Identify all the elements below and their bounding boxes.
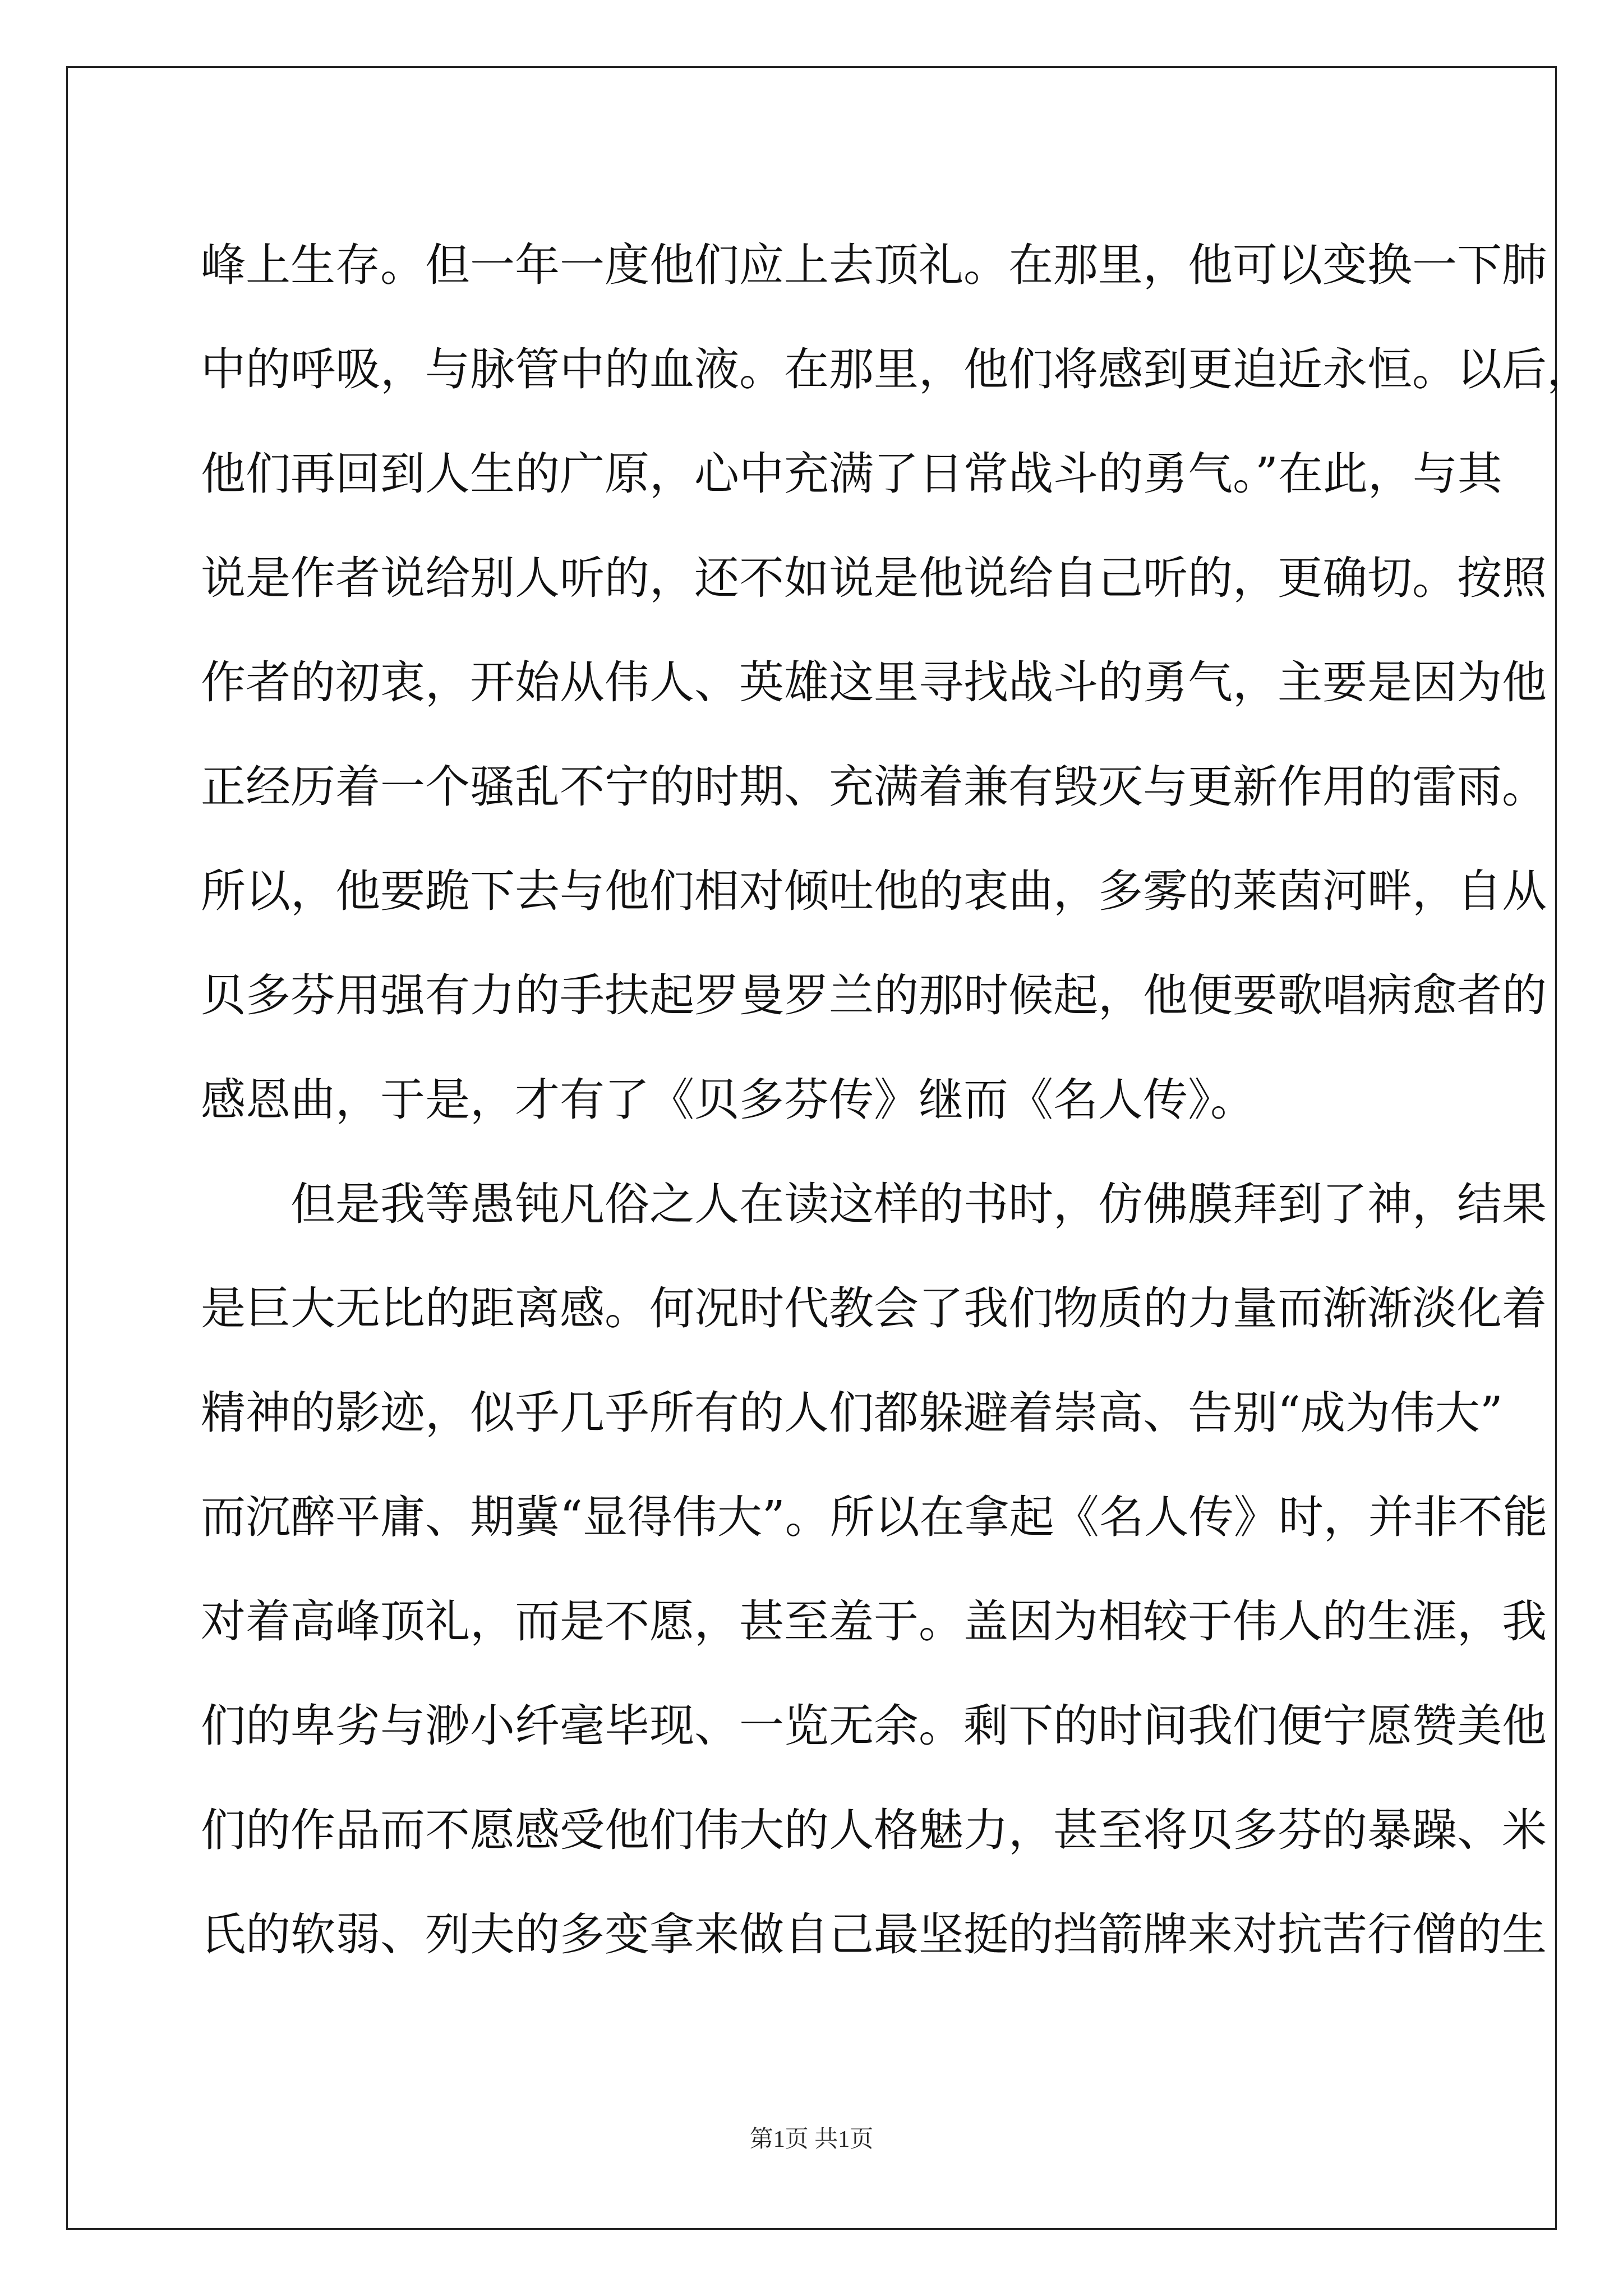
- text-line: 感恩曲，于是，才有了《贝多芬传》继而《名人传》。: [201, 1074, 1255, 1126]
- document-body: [201, 213, 1592, 1987]
- page-number: 第1页 共1页: [749, 2127, 874, 2152]
- text-line: 氏的软弱、列夫的多变拿来做自己最坚挺的挡箭牌来对抗苦行僧的生: [201, 1908, 1547, 1961]
- text-line: 而沉醉平庸、期冀“显得伟大”。所以在拿起《名人传》时，并非不能: [201, 1491, 1548, 1543]
- text-line: 正经历着一个骚乱不宁的时期、充满着兼有毁灭与更新作用的雷雨。: [201, 761, 1547, 813]
- text-line: 峰上生存。但一年一度他们应上去顶礼。在那里，他可以变换一下肺: [201, 239, 1547, 291]
- paragraph-2: [201, 1152, 1548, 1987]
- text-line: 中的呼吸，与脉管中的血液。在那里，他们将感到更迫近永恒。以后，: [201, 343, 1592, 395]
- text-line: 们的卑劣与渺小纤毫毕现、一览无余。剩下的时间我们便宁愿赞美他: [201, 1700, 1547, 1752]
- text-line: 们的作品而不愿感受他们伟大的人格魅力，甚至将贝多芬的暴躁、米: [201, 1804, 1547, 1856]
- text-line: 精神的影迹，似乎几乎所有的人们都躲避着崇高、告别“成为伟大”: [201, 1387, 1503, 1439]
- text-line: 贝多芬用强有力的手扶起罗曼罗兰的那时候起，他便要歌唱病愈者的: [201, 969, 1547, 1022]
- text-line: 说是作者说给别人听的，还不如说是他说给自己听的，更确切。按照: [201, 552, 1547, 604]
- paragraph-1: [201, 213, 1592, 1152]
- page-footer: [0, 2120, 1623, 2154]
- text-line: 但是我等愚钝凡俗之人在读这样的书时，仿佛膜拜到了神，结果: [291, 1178, 1547, 1230]
- text-line: 作者的初衷，开始从伟人、英雄这里寻找战斗的勇气，主要是因为他: [201, 656, 1547, 708]
- text-line: 是巨大无比的距离感。何况时代教会了我们物质的力量而渐渐淡化着: [201, 1282, 1547, 1335]
- text-line: 他们再回到人生的广原，心中充满了日常战斗的勇气。”在此，与其: [201, 448, 1502, 500]
- text-line: 所以，他要跪下去与他们相对倾吐他的衷曲，多雾的莱茵河畔，自从: [201, 865, 1547, 917]
- text-line: 对着高峰顶礼，而是不愿，甚至羞于。盖因为相较于伟人的生涯，我: [201, 1595, 1547, 1648]
